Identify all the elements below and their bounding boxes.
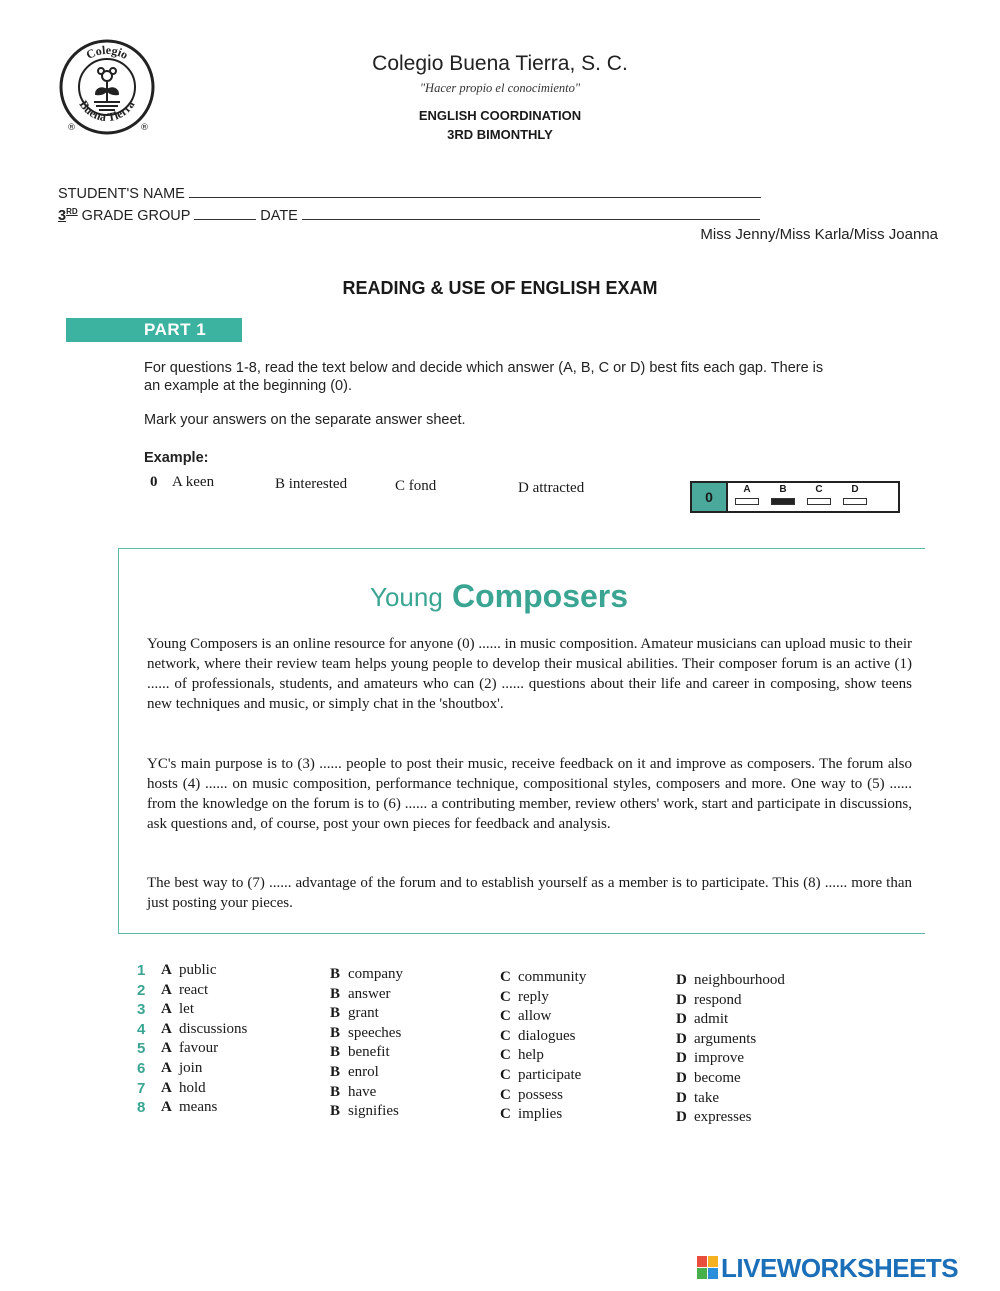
option-text: neighbourhood (694, 972, 785, 988)
option-text: discussions (179, 1020, 248, 1037)
option-text: implies (518, 1106, 563, 1123)
option-letter: B (330, 1103, 341, 1120)
option-letter: A (161, 981, 172, 998)
option-text: dialogues (518, 1027, 576, 1044)
question-number: 5 (137, 1040, 146, 1058)
question-option-a[interactable] (161, 1099, 217, 1116)
question-number: 2 (137, 981, 146, 999)
question-option-b[interactable] (330, 986, 390, 1003)
text-paragraph-1: Young Composers is an online resource for anyone (0) ...... in music composition. Amateur musicians can upload music to their network, where their review team helps young people to develop their musical abilities. Their composer forum is an active (1) ...... of professionals, students, and amateurs who can (2) ...... questions about their life and career in composing, show teens new techniques and music, or simply chat in the 'shoutbox'. (147, 636, 913, 712)
text-title-young: Young (370, 582, 443, 612)
question-option-a[interactable] (161, 1040, 218, 1057)
text-paragraph-3: The best way to (7) ...... advantage of the forum and to establish yourself as a member is to participate. This (8) ...... more than just posting your pieces. (147, 875, 912, 911)
option-letter: B (330, 1005, 341, 1022)
option-letter: B (330, 1064, 341, 1080)
question-number: 3 (137, 1001, 146, 1019)
exam-title: READING & USE OF ENGLISH EXAM (342, 278, 658, 298)
option-letter: C (500, 1027, 511, 1044)
option-letter: B (330, 966, 341, 982)
question-option-a[interactable] (161, 982, 208, 999)
option-letter: C (500, 988, 511, 1005)
option-text: grant (348, 1005, 379, 1022)
school-logo (58, 38, 156, 136)
option-letter: D (676, 972, 687, 988)
option-letter: B (330, 1024, 341, 1041)
option-text: admit (694, 1011, 729, 1028)
option-text: answer (348, 985, 391, 1002)
instruction-line-3: Mark your answers on the separate answer sheet. (144, 412, 466, 428)
question-option-d[interactable] (676, 1070, 741, 1087)
question-option-c[interactable] (500, 969, 586, 986)
example-option-b: B interested (275, 476, 348, 492)
question-option-c[interactable] (500, 1047, 544, 1064)
coordination-label: ENGLISH COORDINATION (418, 108, 582, 123)
grade-superscript: RD (66, 207, 78, 217)
option-text: hold (179, 1079, 206, 1096)
example-option-d: D attracted (518, 480, 585, 496)
question-number: 4 (137, 1020, 146, 1038)
question-option-a[interactable] (161, 1080, 206, 1097)
question-option-c[interactable] (500, 1087, 563, 1104)
question-option-b[interactable] (330, 1044, 390, 1061)
answer-box-letter-d: D (851, 484, 859, 495)
student-name-field[interactable] (189, 183, 761, 198)
question-option-d[interactable] (676, 1011, 728, 1028)
example-label: Example: (144, 450, 209, 466)
option-text: allow (518, 1008, 552, 1025)
option-text: means (179, 1099, 218, 1116)
answer-mark-a[interactable] (735, 498, 759, 505)
answer-box-number: 0 (692, 483, 728, 511)
student-name-row (58, 183, 761, 202)
bimonthly-label: 3RD BIMONTHLY (447, 127, 553, 142)
option-letter: D (676, 1030, 687, 1047)
question-option-c[interactable] (500, 1008, 551, 1025)
option-letter: D (676, 1070, 687, 1086)
option-letter: D (676, 1089, 687, 1106)
example-number: 0 (150, 474, 158, 490)
option-text: arguments (694, 1030, 757, 1047)
option-letter: A (161, 962, 172, 978)
question-option-b[interactable] (330, 1103, 399, 1120)
grade-group-label: GRADE GROUP (81, 208, 191, 224)
option-letter: A (161, 1040, 172, 1057)
option-text: expresses (694, 1109, 752, 1126)
school-motto: "Hacer propio el conocimiento" (419, 81, 581, 95)
question-option-b[interactable] (330, 966, 403, 983)
question-number: 7 (137, 1079, 146, 1097)
question-option-d[interactable] (676, 1031, 756, 1048)
question-option-c[interactable] (500, 989, 549, 1006)
option-text: take (694, 1089, 719, 1106)
option-text: signifies (348, 1103, 399, 1120)
option-text: join (179, 1060, 203, 1076)
question-option-d[interactable] (676, 992, 742, 1009)
question-number: 6 (137, 1060, 146, 1077)
option-text: speeches (348, 1024, 402, 1041)
question-option-d[interactable] (676, 972, 785, 989)
option-letter: A (161, 1020, 172, 1037)
option-text: public (179, 962, 217, 978)
option-text: respond (694, 991, 742, 1008)
question-option-d[interactable] (676, 1050, 744, 1067)
option-letter: C (500, 1067, 511, 1083)
option-letter: A (161, 1001, 172, 1018)
option-text: let (179, 1001, 194, 1018)
example-answer-box (690, 481, 900, 513)
question-option-b[interactable] (330, 1084, 376, 1101)
answer-box-letter-c: C (815, 484, 823, 495)
answer-mark-c[interactable] (807, 498, 831, 505)
question-option-c[interactable] (500, 1067, 581, 1084)
option-text: company (348, 966, 403, 982)
liveworksheets-icon (697, 1256, 719, 1280)
answer-mark-d[interactable] (843, 498, 867, 505)
option-letter: C (500, 1106, 511, 1123)
text-title-composers: Composers (452, 578, 629, 614)
text-paragraph-2: YC's main purpose is to (3) ...... people to post their music, receive feedback on it and improve as composers. The forum also hosts (4) ...... on music composition, performance technique, compositional styles, composers and more. One way to (5) ...... from the knowledge on the forum is to (6) ...... a contributing member, review others' work, start and participate in discussions, ask questions and, of course, post your own pieces for feedback and analysis. (147, 756, 912, 832)
question-option-b[interactable] (330, 1025, 401, 1042)
option-text: participate (518, 1067, 582, 1083)
option-letter: A (161, 1099, 172, 1116)
date-label: DATE (260, 208, 298, 224)
question-option-b[interactable] (330, 1005, 379, 1022)
part-label: PART 1 (144, 320, 207, 339)
answer-box-letter-a: A (743, 484, 751, 495)
question-option-d[interactable] (676, 1090, 719, 1107)
logo-text-top: Colegio (83, 42, 131, 63)
date-field[interactable] (302, 205, 760, 220)
liveworksheets-brand: LIVEWORKSHEETS (721, 1253, 959, 1283)
option-letter: C (500, 969, 511, 985)
question-option-a[interactable] (161, 1021, 247, 1038)
option-text: have (348, 1083, 377, 1100)
logo-registered-left: ® (67, 123, 76, 133)
option-text: enrol (348, 1064, 379, 1080)
option-letter: B (330, 985, 341, 1002)
option-text: react (179, 981, 209, 998)
question-option-a[interactable] (161, 1060, 202, 1077)
option-letter: C (500, 1008, 511, 1025)
example-option-a: A keen (172, 474, 215, 490)
student-name-label: STUDENT'S NAME (58, 186, 185, 202)
part-banner (66, 318, 242, 342)
option-letter: C (500, 1086, 511, 1103)
option-text: improve (694, 1050, 744, 1067)
grade-row (58, 205, 760, 224)
question-option-c[interactable] (500, 1028, 576, 1045)
question-option-d[interactable] (676, 1109, 751, 1126)
group-field[interactable] (194, 205, 256, 220)
option-letter: D (676, 991, 687, 1008)
option-text: community (518, 969, 587, 985)
grade-number: 3 (58, 208, 67, 224)
question-option-b[interactable] (330, 1064, 379, 1081)
option-text: favour (179, 1040, 219, 1057)
question-option-a[interactable] (161, 1001, 194, 1018)
logo-registered-right: ® (140, 123, 149, 133)
question-option-c[interactable] (500, 1106, 562, 1123)
question-number: 1 (137, 962, 146, 979)
option-text: reply (518, 988, 549, 1005)
option-letter: A (161, 1079, 172, 1096)
option-text: possess (518, 1086, 564, 1103)
school-name: Colegio Buena Tierra, S. C. (372, 52, 628, 75)
option-text: benefit (348, 1044, 390, 1061)
option-text: become (694, 1070, 741, 1086)
answer-box-letter-b: B (779, 484, 787, 495)
teachers-names: Miss Jenny/Miss Karla/Miss Joanna (700, 226, 938, 243)
instruction-line-2: an example at the beginning (0). (144, 378, 352, 394)
question-number: 8 (137, 1099, 146, 1117)
option-letter: A (161, 1060, 172, 1076)
logo-text-bottom: Buena Tierra (76, 97, 138, 125)
option-text: help (518, 1047, 544, 1064)
example-option-c: C fond (395, 478, 437, 494)
option-letter: B (330, 1044, 341, 1061)
option-letter: B (330, 1083, 341, 1100)
option-letter: C (500, 1047, 511, 1064)
answer-mark-b[interactable] (771, 498, 795, 505)
instruction-line-1: For questions 1-8, read the text below and decide which answer (A, B, C or D) best fits each gap. There is (144, 360, 824, 376)
option-letter: D (676, 1050, 687, 1067)
option-letter: D (676, 1011, 687, 1028)
option-letter: D (676, 1109, 687, 1126)
question-option-a[interactable] (161, 962, 217, 979)
